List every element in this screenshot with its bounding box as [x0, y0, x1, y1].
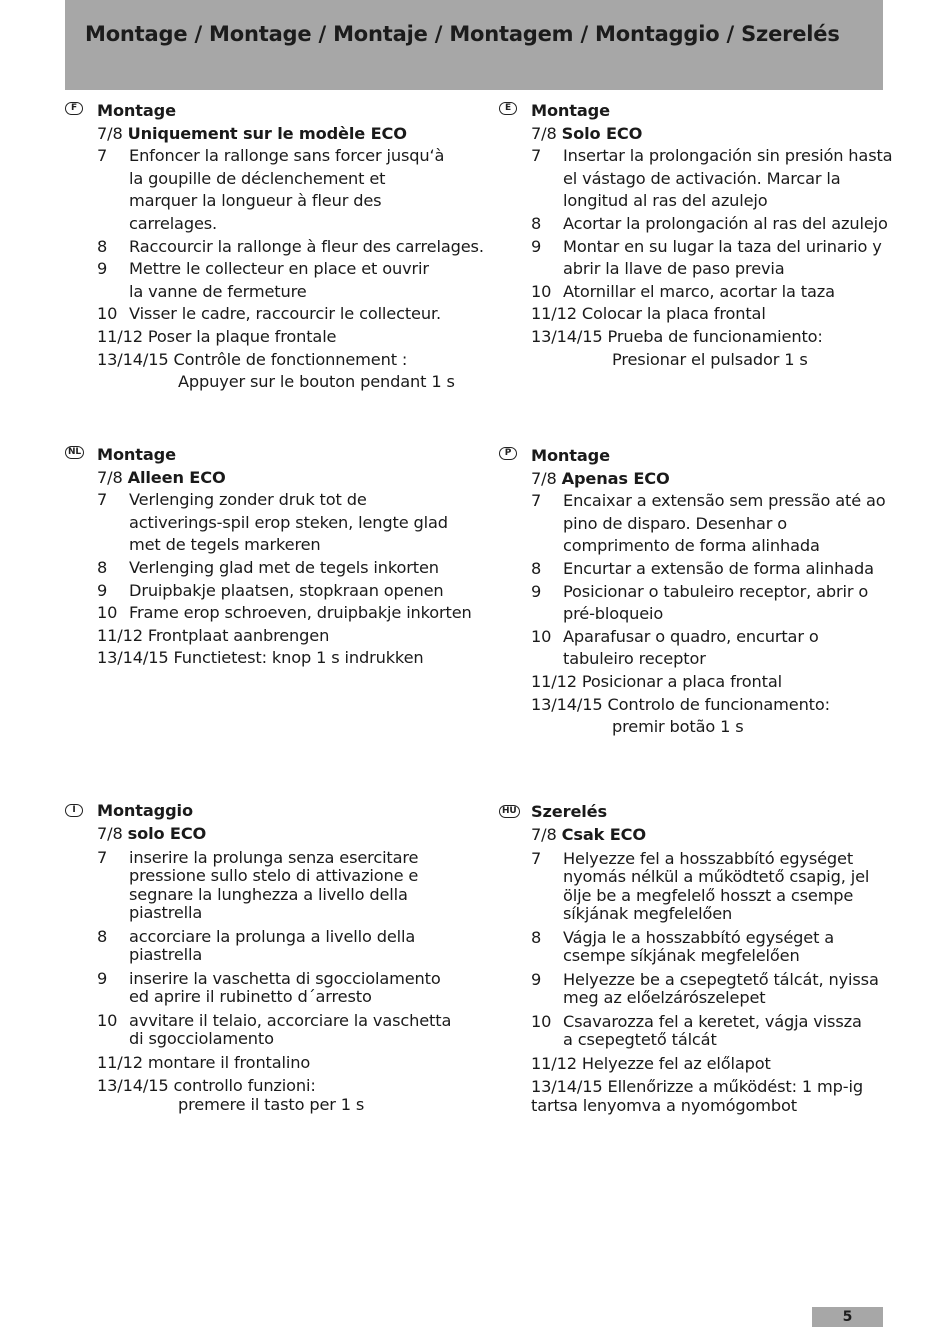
eco-subheading: 7/8 Alleen ECO	[97, 467, 226, 487]
step-item: 8 accorciare la prolunga a livello della piastrella	[97, 926, 416, 964]
section-title: Montaggio	[97, 801, 193, 820]
step-item: 7 Helyezze fel a hosszabbító egységet nyomás nélkül a működtető csapig, jel ölje be a megfelelő hosszt a csempe síkjának megfelelően	[531, 848, 870, 923]
language-badge-icon: NL	[65, 446, 84, 459]
section-body	[97, 825, 505, 1114]
section-title: Montage	[531, 446, 610, 465]
page-title: Montage / Montage / Montaje / Montagem / Montaggio / Szerelés	[85, 22, 840, 46]
step-item: 9 Druipbakje plaatsen, stopkraan openen	[97, 580, 444, 600]
step-line-13-14-15-continuation: tartsa lenyomva a nyomógombot	[531, 1095, 797, 1115]
step-line-continuation: premir botão 1 s	[612, 717, 744, 737]
section-title: Montage	[531, 101, 610, 120]
step-line-11-12: 11/12 montare il frontalino	[97, 1052, 311, 1072]
step-line-11-12: 11/12 Frontplaat aanbrengen	[97, 625, 330, 645]
step-item: 8 Verlenging glad met de tegels inkorten	[97, 557, 439, 577]
step-line-11-12: 11/12 Poser la plaque frontale	[97, 326, 337, 346]
step-item: 7 Enfoncer la rallonge sans forcer jusqu‘à la goupille de déclenchement et marquer la longueur à fleur des carrelages.	[97, 146, 445, 233]
language-badge-icon: E	[499, 102, 517, 115]
step-item: 8 Acortar la prolongación al ras del azulejo	[531, 213, 888, 233]
step-item: 8 Raccourcir la rallonge à fleur des carrelages.	[97, 236, 484, 256]
language-badge-icon: F	[65, 102, 83, 115]
step-line-13-14-15: 13/14/15 controllo funzioni:	[97, 1076, 316, 1095]
eco-subheading: 7/8 Uniquement sur le modèle ECO	[97, 123, 407, 143]
step-item: 9 Helyezze be a csepegtető tálcát, nyissa meg az előelzárószelepet	[531, 969, 879, 1007]
step-line-continuation: premere il tasto per 1 s	[178, 1094, 365, 1114]
step-item: 7 Encaixar a extensão sem pressão até ao pino de disparo. Desenhar o comprimento de forma alinhada	[531, 491, 886, 556]
step-line-13-14-15: 13/14/15 Ellenőrizze a működést: 1 mp-ig	[531, 1077, 863, 1096]
step-item: 7 Insertar la prolongación sin presión hasta el vástago de activación. Marcar la longitud al ras del azulejo	[531, 146, 893, 211]
header-band	[65, 0, 883, 90]
section-title: Montage	[97, 101, 176, 120]
step-line-13-14-15: 13/14/15 Controlo de funcionamento:	[531, 694, 830, 714]
step-item: 9 Montar en su lugar la taza del urinario y abrir la llave de paso previa	[531, 236, 882, 279]
step-line-11-12: 11/12 Posicionar a placa frontal	[531, 671, 782, 691]
eco-subheading: 7/8 Csak ECO	[531, 825, 646, 844]
step-line-13-14-15: 13/14/15 Contrôle de fonctionnement :	[97, 349, 408, 369]
step-item: 10 Aparafusar o quadro, encurtar o tabuleiro receptor	[531, 626, 819, 669]
step-line-13-14-15: 13/14/15 Prueba de funcionamiento:	[531, 326, 823, 346]
step-item: 7 Verlenging zonder druk tot de activerings-spil erop steken, lengte glad met de tegels markeren	[97, 490, 448, 555]
eco-subheading: 7/8 Apenas ECO	[531, 468, 670, 488]
step-item: 10 Visser le cadre, raccourcir le collecteur.	[97, 304, 441, 324]
step-line-continuation: Appuyer sur le bouton pendant 1 s	[178, 372, 455, 392]
section-body	[531, 826, 939, 1115]
step-item: 9 Posicionar o tabuleiro receptor, abrir o pré-bloqueio	[531, 581, 869, 624]
eco-subheading: 7/8 solo ECO	[97, 824, 207, 843]
language-badge-icon: HU	[499, 805, 520, 818]
step-line-continuation: Presionar el pulsador 1 s	[612, 349, 808, 369]
step-line-11-12: 11/12 Helyezze fel az előlapot	[531, 1053, 771, 1073]
section-body	[531, 468, 939, 739]
section-body	[97, 467, 505, 670]
language-badge-icon: I	[65, 804, 83, 817]
section-title: Szerelés	[531, 802, 607, 821]
step-item: 7 inserire la prolunga senza esercitare pressione sullo stelo di attivazione e segnare la lunghezza a livello della piastrella	[97, 847, 419, 922]
step-item: 8 Encurtar a extensão de forma alinhada	[531, 558, 874, 578]
step-item: 9 inserire la vaschetta di sgocciolamento ed aprire il rubinetto d´arresto	[97, 968, 441, 1006]
step-item: 10 Frame erop schroeven, druipbakje inkorten	[97, 603, 472, 623]
step-item: 10 Csavarozza fel a keretet, vágja vissza a csepegtető tálcát	[531, 1011, 862, 1049]
step-item: 9 Mettre le collecteur en place et ouvrir la vanne de fermeture	[97, 259, 429, 301]
step-item: 8 Vágja le a hosszabbító egységet a csempe síkjának megfelelően	[531, 927, 835, 965]
step-line-11-12: 11/12 Colocar la placa frontal	[531, 304, 766, 324]
step-item: 10 Atornillar el marco, acortar la taza	[531, 281, 835, 301]
section-title: Montage	[97, 445, 176, 464]
language-badge-icon: P	[499, 447, 517, 460]
page-number: 5	[812, 1307, 883, 1327]
section-body	[97, 123, 505, 394]
step-line-13-14-15: 13/14/15 Functietest: knop 1 s indrukken	[97, 648, 424, 668]
step-item: 10 avvitare il telaio, accorciare la vaschetta di sgocciolamento	[97, 1010, 452, 1048]
eco-subheading: 7/8 Solo ECO	[531, 123, 643, 143]
section-body	[531, 123, 939, 372]
